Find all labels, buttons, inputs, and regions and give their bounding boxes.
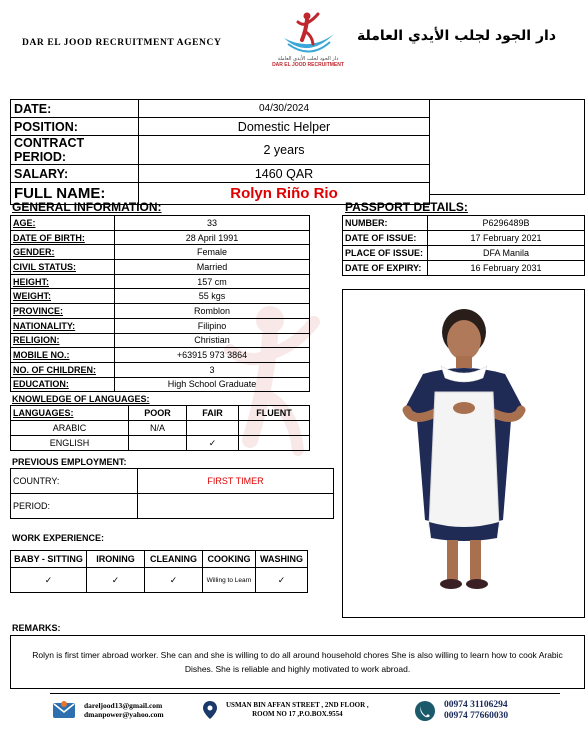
remarks-text: Rolyn is first timer abroad worker. She can and she is willing to do all around household chores She is also willing to learn how to cook Arabic Dishes. She is reliable and highly motivated to work abroad. <box>32 650 563 674</box>
passport-label: NUMBER: <box>343 216 428 231</box>
phone-icon <box>414 700 436 722</box>
passport-value: 17 February 2021 <box>428 231 585 246</box>
lang-fluent <box>239 421 310 436</box>
work-value: ✓ <box>145 568 203 593</box>
phone-secondary: 00974 77660030 <box>444 711 509 721</box>
table-row <box>343 261 585 276</box>
work-header: WASHING <box>256 551 308 568</box>
passport-table <box>342 215 585 276</box>
table-row <box>11 245 310 260</box>
passport-value: DFA Manila <box>428 246 585 261</box>
employment-table <box>10 468 334 519</box>
table-row <box>11 289 310 304</box>
info-value: Female <box>115 245 310 260</box>
summary-value-full-name: Rolyn Riño Rio <box>139 183 430 205</box>
summary-table <box>10 99 430 205</box>
logo-text-ar: دار الجود لجلب الأيدي العاملة <box>277 56 339 62</box>
address-line-1: USMAN BIN AFFAN STREET , 2ND FLOOR , <box>226 701 369 709</box>
lang-fair <box>187 421 239 436</box>
logo-mark-icon <box>276 8 340 58</box>
employment-country-value: FIRST TIMER <box>138 469 334 494</box>
table-row <box>11 568 308 593</box>
info-label: RELIGION: <box>11 333 115 348</box>
info-value: 28 April 1991 <box>115 230 310 245</box>
table-row <box>11 260 310 275</box>
passport-label: PLACE OF ISSUE: <box>343 246 428 261</box>
table-row <box>11 304 310 319</box>
address-line-2: ROOM NO 17 ,P.O.BOX.9554 <box>252 710 343 718</box>
agency-logo <box>258 8 358 78</box>
info-value: 3 <box>115 362 310 377</box>
table-row <box>11 377 310 392</box>
summary-value-salary: 1460 QAR <box>139 165 430 183</box>
info-label: EDUCATION: <box>11 377 115 392</box>
footer-phone-text <box>444 700 508 722</box>
footer-email <box>52 700 164 720</box>
lang-fluent <box>239 436 310 451</box>
table-row <box>11 469 334 494</box>
work-title: WORK EXPERIENCE: <box>12 533 105 543</box>
lang-poor: N/A <box>129 421 187 436</box>
work-header: IRONING <box>87 551 145 568</box>
summary-value-date: 04/30/2024 <box>139 100 430 118</box>
table-row <box>11 436 310 451</box>
work-value: ✓ <box>256 568 308 593</box>
table-row <box>11 348 310 363</box>
agency-name-ar: دار الجود لجلب الأيدي العاملة <box>356 28 556 44</box>
applicant-figure-icon <box>343 290 585 618</box>
info-label: MOBILE NO.: <box>11 348 115 363</box>
lang-header: FLUENT <box>239 406 310 421</box>
info-label: HEIGHT: <box>11 274 115 289</box>
summary-value-position: Domestic Helper <box>139 118 430 136</box>
table-row <box>343 246 585 261</box>
empty-box <box>429 99 585 195</box>
passport-label: DATE OF EXPIRY: <box>343 261 428 276</box>
work-value: ✓ <box>87 568 145 593</box>
table-row <box>11 406 310 421</box>
passport-value: P6296489B <box>428 216 585 231</box>
passport-title: PASSPORT DETAILS: <box>345 200 468 214</box>
work-value-cooking <box>203 568 256 593</box>
info-label: PROVINCE: <box>11 304 115 319</box>
languages-title: KNOWLEDGE OF LANGUAGES: <box>12 394 150 404</box>
table-row <box>11 318 310 333</box>
table-row <box>11 333 310 348</box>
info-value: Christian <box>115 333 310 348</box>
table-row <box>11 551 308 568</box>
summary-row-salary <box>11 165 430 183</box>
info-label: DATE OF BIRTH: <box>11 230 115 245</box>
footer-email-text <box>84 701 164 719</box>
info-value: 157 cm <box>115 274 310 289</box>
work-value: ✓ <box>11 568 87 593</box>
info-label: NATIONALITY: <box>11 318 115 333</box>
table-row <box>343 231 585 246</box>
info-value: Married <box>115 260 310 275</box>
work-header: BABY - SITTING <box>11 551 87 568</box>
email-primary: dareljood13@gmail.com <box>84 701 163 710</box>
table-row <box>11 274 310 289</box>
summary-label: CONTRACT PERIOD: <box>11 136 139 165</box>
employment-title: PREVIOUS EMPLOYMENT: <box>12 457 127 467</box>
email-secondary: dmanpower@yahoo.com <box>84 710 164 719</box>
employment-label: PERIOD: <box>11 494 138 519</box>
lang-header: POOR <box>129 406 187 421</box>
info-value: Filipino <box>115 318 310 333</box>
summary-row-date <box>11 100 430 118</box>
table-row <box>11 362 310 377</box>
lang-name: ARABIC <box>11 421 129 436</box>
work-table <box>10 550 308 593</box>
table-row <box>11 494 334 519</box>
lang-name: ENGLISH <box>11 436 129 451</box>
info-label: NO. OF CHILDREN: <box>11 362 115 377</box>
lang-header: LANGUAGES: <box>11 406 129 421</box>
footer-divider <box>50 693 560 694</box>
location-pin-icon <box>202 700 218 720</box>
work-header: CLEANING <box>145 551 203 568</box>
passport-label: DATE OF ISSUE: <box>343 231 428 246</box>
languages-table <box>10 405 310 451</box>
info-label: AGE: <box>11 216 115 231</box>
remarks-box <box>10 635 585 689</box>
info-value: +63915 973 3864 <box>115 348 310 363</box>
employment-period-value <box>138 494 334 519</box>
footer-address-text <box>226 701 369 719</box>
employment-label: COUNTRY: <box>11 469 138 494</box>
footer-address <box>202 700 369 720</box>
summary-label: FULL NAME: <box>11 183 139 205</box>
general-info-table <box>10 215 310 392</box>
table-row <box>11 230 310 245</box>
summary-label: POSITION: <box>11 118 139 136</box>
info-label: GENDER: <box>11 245 115 260</box>
lang-fair: ✓ <box>187 436 239 451</box>
table-row <box>343 216 585 231</box>
summary-label: DATE: <box>11 100 139 118</box>
work-value: Willing to Learn <box>206 576 252 584</box>
passport-value: 16 February 2031 <box>428 261 585 276</box>
summary-row-position <box>11 118 430 136</box>
phone-primary: 00974 31106294 <box>444 700 508 710</box>
general-info-title: GENERAL INFORMATION: <box>12 200 162 214</box>
table-row <box>11 421 310 436</box>
footer-phone <box>414 700 508 722</box>
info-value: 55 kgs <box>115 289 310 304</box>
lang-header: FAIR <box>187 406 239 421</box>
remarks-title: REMARKS: <box>12 623 61 633</box>
logo-text-en: DAR EL JOOD RECRUITMENT <box>272 62 344 68</box>
applicant-photo <box>342 289 585 618</box>
info-label: WEIGHT: <box>11 289 115 304</box>
info-value: Romblon <box>115 304 310 319</box>
table-row <box>11 216 310 231</box>
info-value: 33 <box>115 216 310 231</box>
email-icon <box>52 700 76 720</box>
agency-name-en: DAR EL JOOD RECRUITMENT AGENCY <box>22 38 222 48</box>
summary-label: SALARY: <box>11 165 139 183</box>
summary-value-contract: 2 years <box>139 136 430 165</box>
info-value: High School Graduate <box>115 377 310 392</box>
summary-row-contract <box>11 136 430 165</box>
info-label: CIVIL STATUS: <box>11 260 115 275</box>
work-header: COOKING <box>203 551 256 568</box>
lang-poor <box>129 436 187 451</box>
